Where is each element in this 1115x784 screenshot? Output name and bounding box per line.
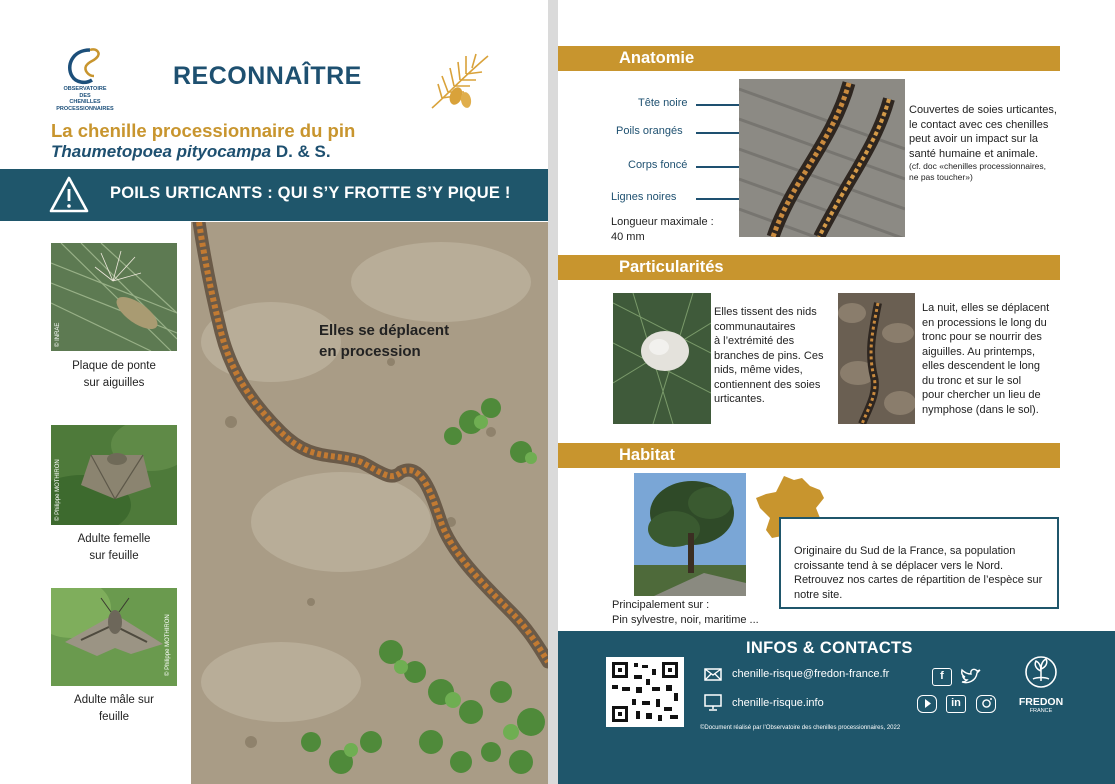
- nest-desc-line: à l’extrémité des: [714, 335, 795, 347]
- warning-banner-text: POILS URTICANTS : QUI S’Y FROTTE S’Y PIQUE !: [110, 184, 511, 202]
- logo-line-3: CHENILLES PROCESSIONNAIRES: [56, 99, 114, 112]
- photo-credit: © Philippe MOTHIRON: [165, 614, 171, 676]
- caption-line: Adulte mâle sur: [74, 694, 154, 706]
- procession-description: [922, 301, 1112, 417]
- distribution-line: Retrouvez nos cartes de répartition de l’espèce sur: [794, 574, 1043, 586]
- procession-desc-line: La nuit, elles se déplacent: [922, 302, 1050, 314]
- host-info: [612, 598, 759, 627]
- procession-label: [319, 320, 449, 362]
- section-particularites-heading: Particularités: [558, 255, 1060, 280]
- facebook-icon[interactable]: f: [932, 668, 952, 686]
- pine-tree-photo: [634, 473, 746, 596]
- species-common-name: La chenille processionnaire du pin: [51, 120, 356, 141]
- footer-title: INFOS & CONTACTS: [746, 639, 913, 657]
- fredon-name: FREDON: [1018, 696, 1064, 708]
- section-anatomie-heading: Anatomie: [558, 46, 1060, 71]
- nest-desc-line: urticantes.: [714, 393, 765, 405]
- warning-icon: [48, 175, 90, 215]
- contacts-footer: [558, 631, 1115, 784]
- length-label: Longueur maximale :: [611, 216, 714, 228]
- logo-line-2: DES: [79, 92, 91, 99]
- procession-desc-line: elles descendent le long: [922, 360, 1041, 372]
- procession-desc-line: du tronc et sur le sol: [922, 374, 1022, 387]
- nest-desc-line: branches de pins. Ces: [714, 349, 824, 362]
- youtube-icon[interactable]: [917, 695, 937, 713]
- warning-banner: [0, 169, 548, 221]
- anatomy-description: [909, 103, 1109, 183]
- procession-desc-line: aiguilles. Au printemps,: [922, 345, 1036, 358]
- fredon-sub: FRANCE: [1029, 708, 1053, 714]
- right-page: [558, 0, 1115, 784]
- twitter-icon[interactable]: [960, 668, 982, 686]
- photo-credit: © INRAE: [55, 322, 61, 347]
- page-gutter: [548, 0, 558, 784]
- length-value: 40 mm: [611, 230, 645, 243]
- procession-label-line: en procession: [319, 343, 421, 360]
- email-link[interactable]: chenille-risque@fredon-france.fr: [732, 668, 890, 680]
- anatomy-desc-line: santé humaine et animale.: [909, 147, 1039, 160]
- photo-egg-mass: [51, 243, 177, 351]
- caption-line: Adulte femelle: [77, 533, 151, 545]
- nest-photo: [613, 293, 711, 424]
- procession-photo: [191, 222, 548, 784]
- logo-line-1: OBSERVATOIRE: [63, 86, 107, 92]
- anatomy-note-line: (cf. doc «chenilles processionnaires,: [909, 161, 1047, 171]
- anatomy-photo: [739, 79, 905, 237]
- distribution-line: notre site.: [794, 588, 843, 601]
- instagram-icon[interactable]: [976, 695, 996, 713]
- anatomy-note-line: ne pas toucher»): [909, 172, 973, 182]
- procession-desc-line: nymphose (dans le sol).: [922, 403, 1039, 416]
- caption-adult-female: [44, 531, 184, 565]
- distribution-line: croissante tend à se déplacer vers le Nord.: [794, 559, 1004, 572]
- photo-adult-female: [51, 425, 177, 525]
- species-latin-name: [51, 142, 331, 162]
- length-info: [611, 215, 714, 244]
- website-link[interactable]: chenille-risque.info: [732, 697, 824, 709]
- nest-description: [714, 305, 834, 407]
- caption-adult-male: [44, 692, 184, 726]
- nest-desc-line: communautaires: [714, 320, 796, 333]
- anatomy-desc-line: peut avoir un impact sur la: [909, 133, 1039, 145]
- procession-desc-line: tronc pour se nourrir des: [922, 331, 1042, 343]
- qr-code[interactable]: [606, 657, 684, 727]
- section-habitat-heading: Habitat: [558, 443, 1060, 468]
- page-title: RECONNAÎTRE: [173, 62, 362, 90]
- label-poils-oranges: Poils orangés: [616, 125, 683, 137]
- label-tete-noire: Tête noire: [638, 97, 688, 109]
- nest-desc-line: nids, même vides,: [714, 364, 803, 376]
- procession-desc-line: en processions le long du: [922, 316, 1047, 329]
- caption-line: sur feuille: [89, 550, 139, 562]
- procession-desc-line: pour chercher un lieu de: [922, 389, 1041, 401]
- trunk-procession-photo: [838, 293, 915, 424]
- caption-line: feuille: [98, 711, 130, 723]
- label-lignes-noires: Lignes noires: [611, 191, 677, 203]
- photo-credit: © Philippe MOTHIRON: [55, 459, 61, 521]
- left-page: [0, 0, 548, 784]
- caption-line: sur aiguilles: [83, 377, 145, 389]
- anatomy-desc-line: Couvertes de soies urticantes,: [909, 104, 1057, 116]
- photo-adult-male: [51, 588, 177, 686]
- host-label: Principalement sur :: [612, 599, 710, 611]
- distribution-line: Originaire du Sud de la France, sa population: [794, 545, 1016, 557]
- procession-label-line: Elles se déplacent: [319, 322, 450, 339]
- species-latin-genus: Thaumetopoea pityocampa: [51, 142, 272, 161]
- fredon-emblem-icon: [1024, 655, 1058, 689]
- label-corps-fonce: Corps foncé: [628, 159, 688, 171]
- caption-egg-mass: [44, 358, 184, 392]
- nest-desc-line: Elles tissent des nids: [714, 306, 817, 318]
- computer-icon: [704, 694, 722, 711]
- species-author: D. & S.: [271, 142, 331, 161]
- distribution-box: [779, 517, 1059, 609]
- host-value: Pin sylvestre, noir, maritime ...: [612, 613, 759, 626]
- linkedin-icon[interactable]: in: [946, 695, 966, 713]
- nest-desc-line: contiennent des soies: [714, 378, 821, 391]
- caption-line: Plaque de ponte: [72, 360, 156, 372]
- observatoire-logo: [40, 46, 130, 112]
- fredon-logo: [1018, 655, 1064, 714]
- email-icon: [704, 668, 722, 681]
- anatomy-desc-line: le contact avec ces chenilles: [909, 118, 1049, 131]
- pine-branch-icon: [428, 50, 494, 112]
- copyright-text: ©Document réalisé par l’Observatoire des chenilles processionnaires, 2022: [700, 725, 901, 731]
